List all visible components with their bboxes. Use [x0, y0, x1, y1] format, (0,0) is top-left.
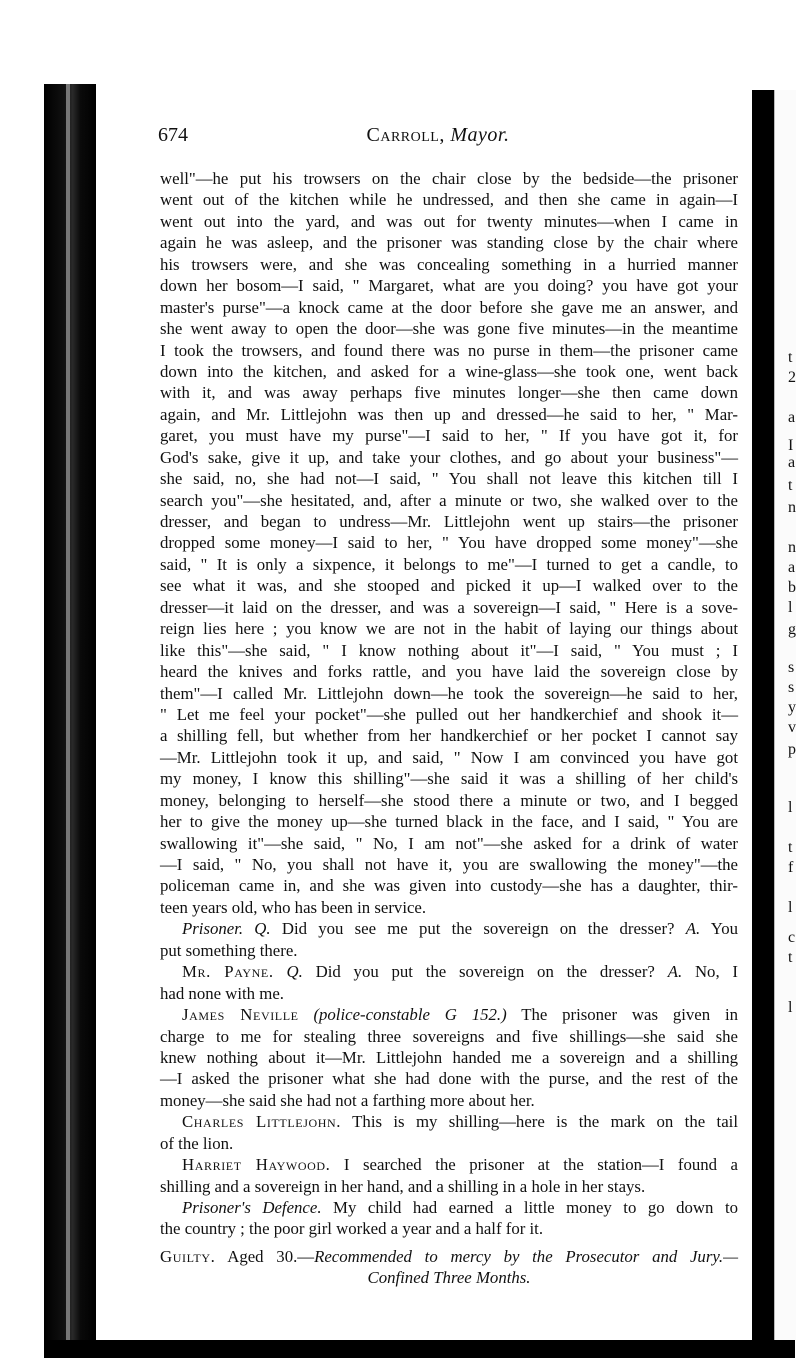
page-header — [158, 124, 718, 154]
defence-line-2: the country ; the poor girl worked a year and a half for it. — [160, 1219, 544, 1239]
answer-text: You — [710, 919, 738, 939]
speaker-defence: Prisoner's Defence. — [182, 1198, 322, 1217]
adjacent-page-letter: l — [788, 899, 793, 916]
answer-label: A. — [667, 962, 683, 982]
running-head — [158, 124, 718, 147]
text-line: went out of the kitchen while he undressed, and then she came in again—I — [160, 190, 738, 210]
neville-line-2: charge to me for stealing three sovereigns and five shillings—she said she — [160, 1026, 738, 1046]
text-line: —Mr. Littlejohn took it up, and said, " Now I am convinced you have got — [160, 747, 738, 767]
adjacent-page-letter: y — [788, 699, 796, 716]
text-line: with it, and was away perhaps five minutes longer—she then came down — [160, 383, 738, 403]
speaker-neville: James Neville — [182, 1005, 299, 1025]
text-line: dresser—it laid on the dresser, and was a sovereign—I said, " Here is a sove- — [160, 597, 738, 617]
adjacent-page-letter: a — [788, 454, 796, 471]
text-line: " Let me feel your pocket"—she pulled out her handkerchief and shook it— — [160, 704, 738, 724]
speaker-payne: Mr. Payne. — [182, 962, 274, 982]
adjacent-page-letter: t — [788, 349, 793, 366]
text-line: down her bosom—I said, " Margaret, what are you doing? you have got your — [160, 276, 738, 296]
haywood-text: I searched the prisoner at the station—I found a — [343, 1155, 738, 1175]
text-line: see what it was, and she stooped and picked it up—I walked over to the — [160, 576, 738, 596]
adjacent-page-letter: s — [788, 679, 795, 696]
text-line: dropped some money—I said to her, " You have dropped some money"—she — [160, 533, 738, 553]
payne-question-line — [160, 961, 738, 982]
question-label: Q. — [254, 919, 271, 939]
scan-margin-top — [0, 0, 795, 80]
question-text: Did you see me put the sovereign on the dresser? — [281, 919, 675, 939]
text-line: I took the trowsers, and found there was no purse in them—the prisoner came — [160, 340, 738, 360]
adjacent-page-letter: s — [788, 659, 795, 676]
neville-line-3: knew nothing about it—Mr. Littlejohn handed me a sovereign and a shilling — [160, 1047, 738, 1067]
text-line: a shilling fell, but whether from her handkerchief or her pocket I cannot say — [160, 726, 738, 746]
speaker-prisoner: Prisoner. — [182, 919, 244, 939]
adjacent-page-letter: l — [788, 999, 793, 1016]
text-line: master's purse"—a knock came at the door before she gave me an answer, and — [160, 297, 738, 317]
text-line: dresser, and began to undress—Mr. Littlejohn went up stairs—the prisoner — [160, 512, 738, 531]
verdict-recommendation: Recommended to mercy by the Prosecutor and Jury.— — [314, 1246, 738, 1266]
text-line: God's sake, give it up, and take your clothes, and go about your business"— — [160, 447, 738, 467]
adjacent-page-letter: v — [788, 719, 796, 736]
neville-text: The prisoner was given in — [521, 1005, 738, 1025]
text-line: garet, you must have my purse"—I said to her, " If you have got it, for — [160, 426, 738, 446]
text-line: again he was asleep, and the prisoner was standing close by the chair where — [160, 233, 738, 253]
adjacent-page-letter: n — [788, 499, 796, 516]
text-line: search you"—she hesitated, and, after a minute or two, she walked over to the — [160, 490, 738, 510]
neville-line-5: money—she said she had not a farthing more about her. — [160, 1090, 535, 1110]
text-line: well"—he put his trowsers on the chair close by the bedside—the prisoner — [160, 169, 738, 188]
adjacent-page-letter: a — [788, 409, 796, 426]
adjacent-page-letter: a — [788, 559, 796, 576]
book-page — [96, 84, 752, 1340]
text-line: her to give the money up—she turned black in the face, and I said, " You are — [160, 812, 738, 832]
book-binding — [44, 84, 96, 1358]
running-head-name: Carroll, — [366, 124, 445, 146]
haywood-line-1 — [160, 1154, 738, 1175]
neville-role: (police-constable G 152.) — [313, 1005, 507, 1025]
text-line: his trowsers were, and she was concealing something in a hurried manner — [160, 254, 738, 274]
question-label: Q. — [286, 962, 303, 982]
question-text: Did you put the sovereign on the dresser? — [315, 962, 655, 982]
adjacent-page-letter: n — [788, 539, 796, 556]
page-number: 674 — [158, 124, 188, 146]
text-line: she said, no, she had not—I said, " You shall not leave this kitchen till I — [160, 469, 738, 489]
text-line: like this"—she said, " I know nothing about it"—I said, " You must ; I — [160, 640, 738, 660]
text-line: down into the kitchen, and asked for a wine-glass—she took one, went back — [160, 361, 738, 381]
adjacent-page-letter: b — [788, 579, 796, 596]
adjacent-page-letter: 2 — [788, 369, 796, 386]
answer-label: A. — [685, 919, 701, 939]
page-gutter — [752, 90, 774, 1340]
testimony-continued — [160, 168, 738, 918]
adjacent-page-letter: t — [788, 477, 793, 494]
text-line: again, and Mr. Littlejohn was then up and dressed—he said to her, " Mar- — [160, 404, 738, 424]
adjacent-page-letter: t — [788, 839, 793, 856]
littlejohn-line-2: of the lion. — [160, 1133, 234, 1153]
speaker-haywood: Harriet Haywood. — [182, 1155, 331, 1175]
payne-answer-line: had none with me. — [160, 983, 284, 1003]
text-line: money, belonging to herself—she stood there a minute or two, and I begged — [160, 790, 738, 810]
speaker-littlejohn: Charles Littlejohn. — [182, 1112, 342, 1132]
text-line: —I said, " No, you shall not have it, you are swallowing the money"—the — [160, 855, 738, 874]
haywood-line-2: shilling and a sovereign in her hand, and a shilling in a hole in her stays. — [160, 1176, 646, 1196]
neville-line-4: —I asked the prisoner what she had done with the purse, and the rest of the — [160, 1069, 738, 1089]
adjacent-page-letter: t — [788, 949, 793, 966]
adjacent-page-letter: g — [788, 621, 796, 638]
verdict-sentence: Confined Three Months. — [367, 1268, 531, 1288]
adjacent-page-letter: p — [788, 741, 796, 758]
scan-bottom-band — [44, 1340, 795, 1358]
text-line: reign lies here ; you know we are not in the habit of laying our things about — [160, 619, 738, 639]
verdict-line — [160, 1246, 738, 1267]
text-line: said, " It is only a sixpence, it belongs to me"—I turned to get a candle, to — [160, 554, 738, 574]
binding-highlight — [66, 84, 70, 1358]
text-line: heard the knives and forks rattle, and you have laid the sovereign close by — [160, 662, 738, 682]
text-line: policeman came in, and she was given into custody—she has a daughter, thir- — [160, 876, 738, 896]
adjacent-page-letter: I — [788, 437, 794, 454]
answer-text: No, I — [694, 962, 739, 982]
verdict-age: Aged 30.— — [227, 1246, 315, 1266]
text-line: went out into the yard, and was out for twenty minutes—when I came in — [160, 211, 738, 231]
adjacent-page-letter: l — [788, 799, 793, 816]
neville-line-1 — [160, 1004, 738, 1025]
text-line: them"—I called Mr. Littlejohn down—he took the sovereign—he said to her, — [160, 683, 738, 703]
littlejohn-line-1 — [160, 1111, 738, 1132]
text-line: my money, I know this shilling"—she said it was a shilling of her child's — [160, 769, 738, 789]
text-line: swallowing it"—she said, " No, I am not"—she asked for a drink of water — [160, 833, 738, 853]
prisoner-question-line — [160, 918, 738, 939]
defence-text: My child had earned a little money to go down to — [333, 1198, 738, 1217]
verdict-label: Guilty. — [160, 1246, 216, 1266]
prisoner-answer-line: put something there. — [160, 940, 298, 960]
littlejohn-text: This is my shilling—here is the mark on the tail — [352, 1112, 738, 1132]
body-text — [160, 168, 738, 1289]
adjacent-page-letter: c — [788, 929, 796, 946]
running-head-title: Mayor. — [450, 124, 510, 146]
defence-line-1 — [160, 1197, 738, 1218]
text-line: teen years old, who has been in service. — [160, 897, 427, 917]
adjacent-page-letter: f — [788, 859, 794, 876]
adjacent-page-letter: l — [788, 599, 793, 616]
text-line: she went away to open the door—she was gone five minutes—in the meantime — [160, 319, 738, 339]
